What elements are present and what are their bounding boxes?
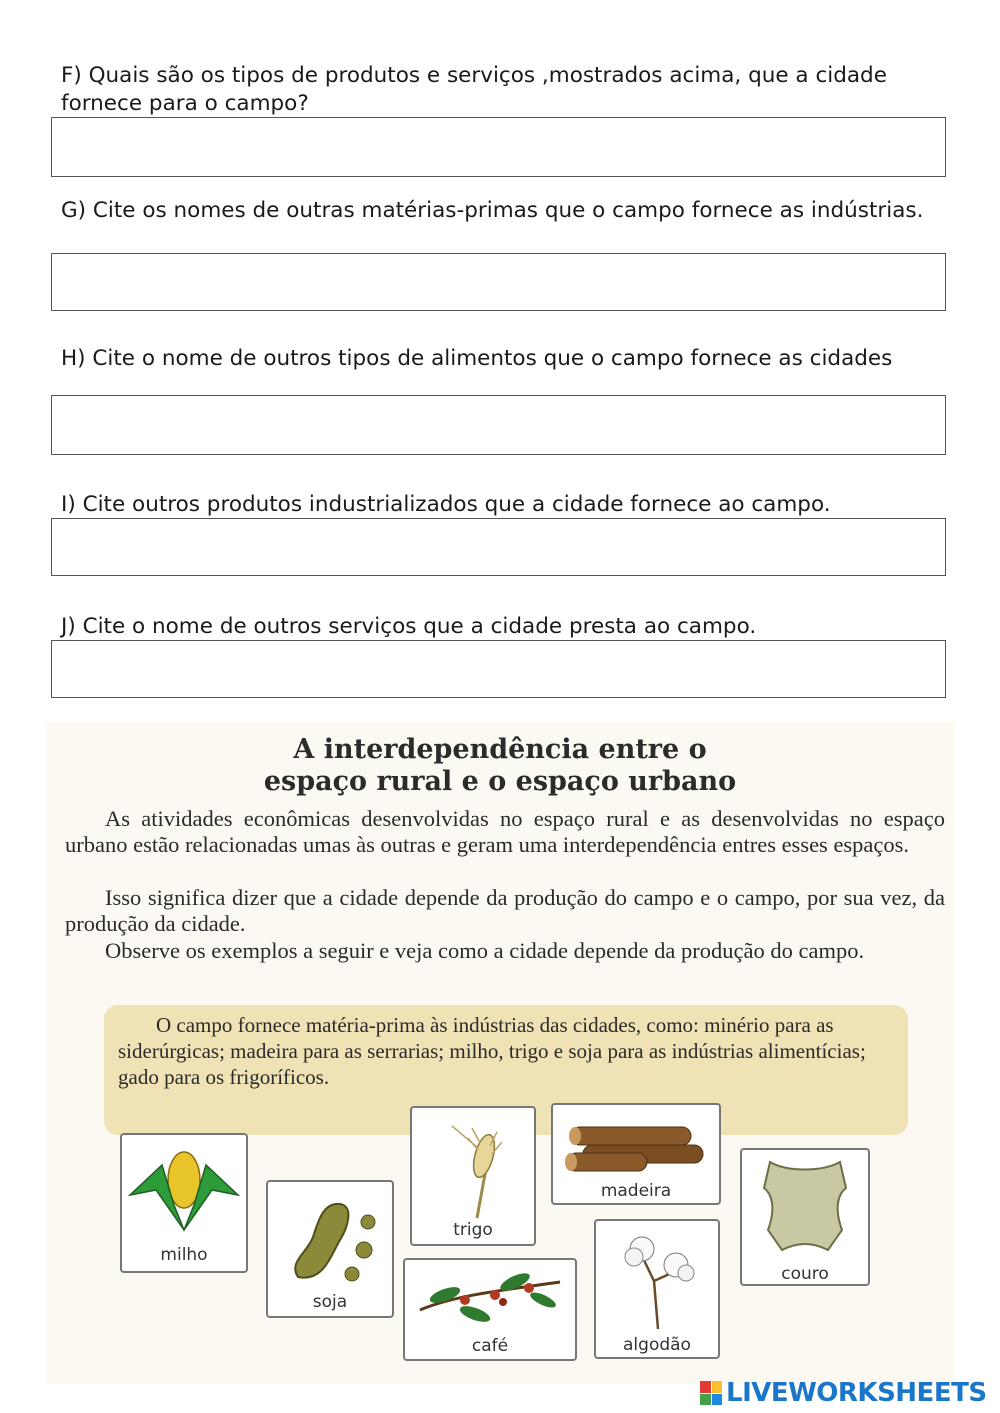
- book-paragraph-1: As atividades econômicas desenvolvidas no espaço rural e as desenvolvidas no espaço urbano estão relacionadas umas às outras e geram uma interdependência entres esses espaços.: [65, 806, 945, 857]
- card-madeira: [551, 1103, 721, 1205]
- card-label-soja: soja: [312, 1292, 348, 1312]
- book-title-line2: espaço rural e o espaço urbano: [263, 766, 737, 797]
- question-i: I) Cite outros produtos industrializados que a cidade fornece ao campo.: [61, 492, 831, 517]
- card-algodao: [594, 1219, 720, 1359]
- wood-logs-icon: [553, 1105, 719, 1180]
- answer-box-g[interactable]: [51, 253, 946, 311]
- question-h: H) Cite o nome de outros tipos de alimentos que o campo fornece as cidades: [61, 346, 893, 371]
- card-label-couro: couro: [781, 1264, 829, 1284]
- answer-box-h[interactable]: [51, 395, 946, 455]
- card-trigo: [410, 1106, 536, 1246]
- card-couro: [740, 1148, 870, 1286]
- card-label-algodao: algodão: [623, 1335, 691, 1355]
- card-label-cafe: café: [471, 1336, 509, 1356]
- book-paragraph-2: Isso significa dizer que a cidade depende da produção do campo e o campo, por sua vez, da produção da cidade.: [65, 885, 945, 936]
- book-paragraph-3: Observe os exemplos a seguir e veja como a cidade depende da produção do campo.: [105, 938, 865, 963]
- liveworksheets-logo-icon: [700, 1381, 722, 1405]
- card-soja: [266, 1180, 394, 1318]
- corn-icon: [122, 1135, 246, 1235]
- question-j: J) Cite o nome de outros serviços que a cidade presta ao campo.: [61, 614, 757, 639]
- card-milho: [120, 1133, 248, 1273]
- question-f: F) Quais são os tipos de produtos e serviços ,mostrados acima, que a cidade fornece para o campo?: [61, 63, 887, 116]
- answer-box-f[interactable]: [51, 117, 946, 177]
- answer-box-i[interactable]: [51, 518, 946, 576]
- raw-material-text: O campo fornece matéria-prima às indústrias das cidades, como: minério para as siderúrgicas; madeira para as serrarias; milho, trigo e soja para as indústrias alimentícias; gado para os frigoríficos.: [118, 1013, 866, 1089]
- card-label-madeira: madeira: [600, 1181, 672, 1201]
- book-title-line1: A interdependência entre o: [293, 734, 707, 765]
- brand-name: LIVEWORKSHEETS: [726, 1378, 987, 1408]
- leather-hide-icon: [742, 1150, 868, 1260]
- card-cafe: [403, 1258, 577, 1361]
- question-g: G) Cite os nomes de outras matérias-primas que o campo fornece as indústrias.: [61, 198, 924, 223]
- card-label-trigo: trigo: [453, 1220, 493, 1240]
- card-label-milho: milho: [160, 1245, 208, 1265]
- wheat-icon: [412, 1108, 534, 1223]
- liveworksheets-brand: [700, 1378, 987, 1408]
- coffee-branch-icon: [405, 1260, 575, 1338]
- soy-icon: [268, 1182, 392, 1292]
- cotton-icon: [596, 1221, 718, 1331]
- answer-box-j[interactable]: [51, 640, 946, 698]
